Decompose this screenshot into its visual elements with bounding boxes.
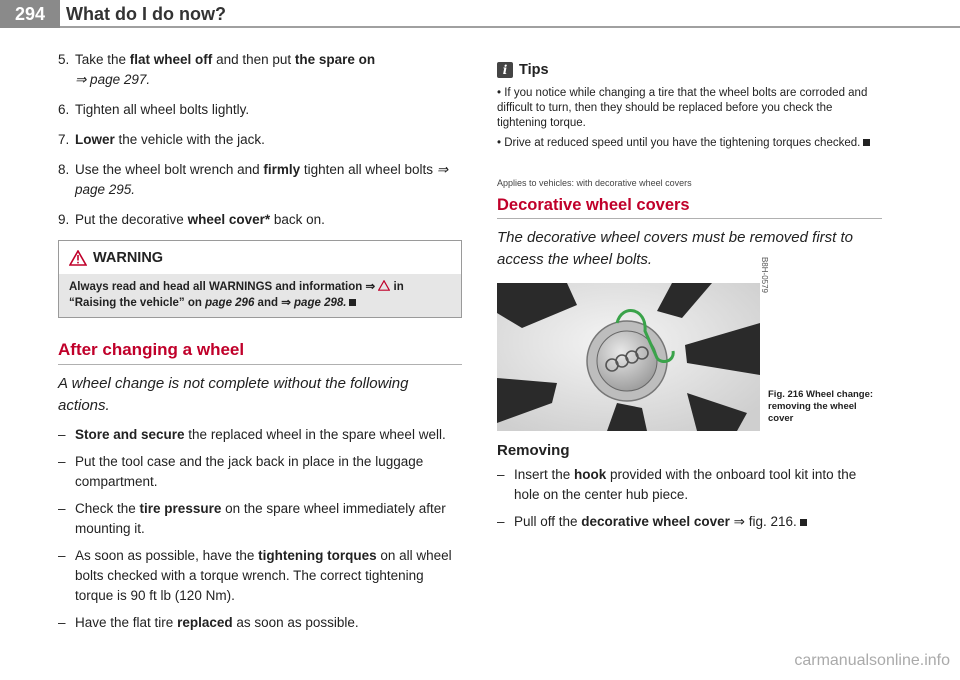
tips-heading: i Tips	[497, 60, 882, 80]
page-number: 294	[0, 0, 60, 28]
warning-triangle-icon	[69, 250, 87, 266]
warning-heading: WARNING	[93, 250, 164, 266]
right-column	[497, 60, 882, 539]
warning-triangle-icon	[378, 280, 390, 291]
page-reference[interactable]: page 298.	[294, 297, 347, 309]
list-item: – Insert the hook provided with the onboard tool kit into the hole on the center hub piece.	[497, 467, 857, 502]
step-7: 7. Lower the vehicle with the jack.	[58, 132, 265, 147]
step-6: 6. Tighten all wheel bolts lightly.	[58, 102, 250, 117]
page-reference[interactable]: ⇒ page 295.	[75, 162, 449, 197]
subheading-removing: Removing	[497, 442, 570, 459]
section-title: Decorative wheel covers	[497, 195, 882, 219]
warning-box	[58, 240, 462, 318]
section-title: After changing a wheel	[58, 340, 462, 365]
figure-reference[interactable]: ⇒ fig. 216.	[729, 514, 797, 529]
chapter-title: What do I do now?	[66, 4, 226, 24]
list-item: – Check the tire pressure on the spare wheel immediately after mounting it.	[58, 501, 446, 536]
section-lead: The decorative wheel covers must be removed first to access the wheel bolts.	[497, 229, 853, 268]
end-marker	[349, 299, 356, 306]
page-reference[interactable]: page 296	[205, 297, 255, 309]
warning-text: Always read and head all WARNINGS and information ⇒ in “Raising the vehicle” on page 296 and ⇒ page 298.	[59, 274, 461, 317]
page-reference[interactable]: ⇒ page 297.	[75, 72, 151, 87]
list-item: – Put the tool case and the jack back in place in the luggage compartment.	[58, 454, 424, 489]
step-5: 5. Take the flat wheel off and then put the spare on ⇒ page 297.	[58, 52, 376, 87]
wheel-cover-illustration	[497, 256, 769, 431]
list-item: – Store and secure the replaced wheel in the spare wheel well.	[58, 427, 446, 442]
list-item: – Pull off the decorative wheel cover ⇒ fig. 216.	[497, 512, 882, 532]
list-item: – Have the flat tire replaced as soon as possible.	[58, 615, 359, 630]
step-8: 8. Use the wheel bolt wrench and firmly tighten all wheel bolts ⇒ page 295.	[58, 162, 449, 197]
list-item: – As soon as possible, have the tightening torques on all wheel bolts checked with a torque wrench. The correct tightening torque is 90 ft lb (120 Nm).	[58, 548, 452, 603]
page-header	[0, 0, 960, 28]
figure-216	[497, 256, 882, 431]
figure-caption: Fig. 216 Wheel change: removing the wheel cover	[768, 389, 874, 424]
left-column	[58, 50, 462, 640]
end-marker	[863, 139, 870, 146]
step-9: 9. Put the decorative wheel cover* back on.	[58, 212, 325, 227]
figure-code: B8H-0579	[760, 256, 769, 293]
info-icon: i	[497, 62, 513, 78]
applies-note: Applies to vehicles: with decorative wheel covers	[497, 178, 692, 188]
tip-item: • If you notice while changing a tire that the wheel bolts are corroded and difficult to turn, then they should be replaced before you check the tightening torque.	[497, 87, 868, 129]
section-lead: A wheel change is not complete without the following actions.	[58, 375, 409, 414]
header-rule	[60, 26, 960, 28]
end-marker	[800, 519, 807, 526]
watermark: carmanualsonline.info	[794, 652, 950, 669]
tip-item: • Drive at reduced speed until you have the tightening torques checked.	[497, 136, 882, 151]
